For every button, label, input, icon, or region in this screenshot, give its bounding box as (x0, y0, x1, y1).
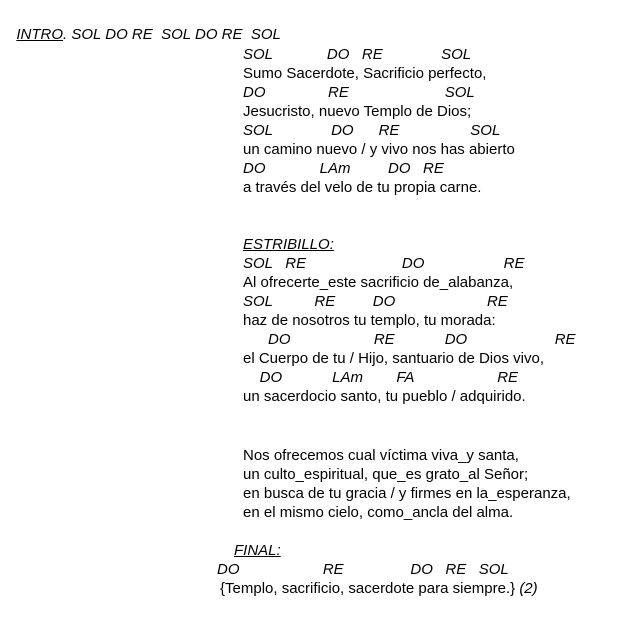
chorus-chords-1: SOL RE DO RE (243, 255, 525, 272)
final-chords: DO RE DO RE SOL (217, 561, 509, 578)
intro-line (8, 6, 281, 44)
verse1-chords-2: DO RE SOL (243, 84, 475, 101)
intro-label: INTRO (16, 26, 64, 43)
intro-chords: . SOL DO RE SOL DO RE SOL (63, 26, 281, 43)
chorus-chords-4: DO LAm FA RE (243, 369, 519, 386)
verse1-lyric-2: Jesucristo, nuevo Templo de Dios; (243, 103, 472, 120)
verse1-lyric-3: un camino nuevo / y vivo nos has abierto (243, 141, 515, 158)
verse1-lyric-4: a través del velo de tu propia carne. (243, 179, 482, 196)
chorus-heading: ESTRIBILLO: (243, 236, 334, 253)
repeat-marker: (2) (519, 580, 538, 597)
verse1-lyric-1: Sumo Sacerdote, Sacrificio perfecto, (243, 65, 487, 82)
final-lyric: {Templo, sacrificio, sacerdote para siempre.} (220, 580, 516, 597)
final-heading: FINAL: (234, 542, 281, 559)
verse1-chords-4: DO LAm DO RE (243, 160, 444, 177)
chorus-chords-3: DO RE DO RE (243, 331, 576, 348)
chorus-lyric-4: un sacerdocio santo, tu pueblo / adquirido. (243, 388, 526, 405)
verse2-lyric-1: Nos ofrecemos cual víctima viva_y santa, (243, 447, 519, 464)
verse2-lyric-2: un culto_espiritual, que_es grato_al Señor; (243, 466, 529, 483)
verse1-chords-1: SOL DO RE SOL (243, 46, 472, 63)
verse2-lyric-4: en el mismo cielo, como_ancla del alma. (243, 504, 514, 521)
final-lyric-line (220, 579, 538, 598)
chorus-lyric-2: haz de nosotros tu templo, tu morada: (243, 312, 496, 329)
verse1-chords-3: SOL DO RE SOL (243, 122, 501, 139)
chorus-chords-2: SOL RE DO RE (243, 293, 508, 310)
verse2-lyric-3: en busca de tu gracia / y firmes en la_esperanza, (243, 485, 571, 502)
chorus-lyric-3: el Cuerpo de tu / Hijo, santuario de Dios vivo, (243, 350, 544, 367)
chorus-lyric-1: Al ofrecerte_este sacrificio de_alabanza, (243, 274, 514, 291)
